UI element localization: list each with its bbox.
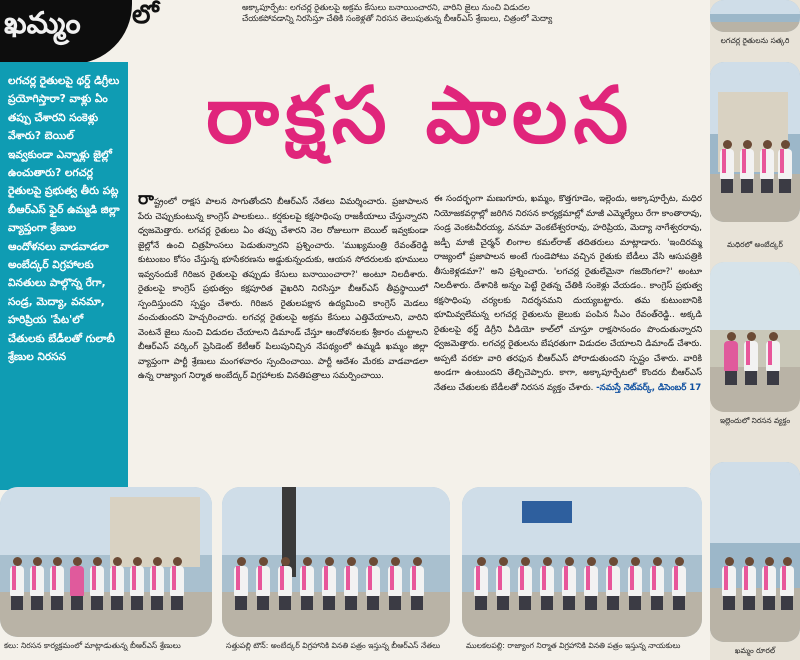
sidebar-text: లగచర్ల రైతులపై థర్డ్ డిగ్రీలు ప్రయోగిస్తారా? వాళ్లు ఏం తప్పు చేశారని సంకెళ్లు వేశారు? బెయిల్ ఇవ్వకుండా ఎన్నాళ్లు జైల్లో ఉంచుతారు? లగచర్ల రైతులపై ప్రభుత్వ తీరు పట్ల బీఆర్ఎస్ ఫైర్ ఉమ్మడి జిల్లా వ్యాప్తంగా శ్రేణుల ఆందోళనలు వాడవాడలా అంబేద్కర్ విగ్రహాలకు వినతులు పాల్గొన్న రేగా, సండ్ర, మెద్యా, వనమా, హరిప్రియ 'పేట'లో చేతులకు బేడీలతో గులాబీ శ్రేణుల నిరసన — [8, 75, 120, 364]
highlight-sidebar — [0, 62, 128, 490]
caption-right-1: లగచర్ల రైతులను సత్కరి — [720, 36, 790, 45]
headline-text: రాక్షస పాలన — [205, 70, 635, 161]
dateline: -నమస్తే నెట్‌వర్క్, డిసెంబర్ 17 — [596, 382, 702, 393]
caption-right-2: మధిరలో అంబేద్కర్ — [727, 240, 783, 249]
headline — [135, 60, 705, 190]
photo-right-3 — [710, 262, 800, 412]
photo-bottom-3 — [462, 487, 702, 637]
photo-right-2 — [710, 62, 800, 222]
section-banner-text: ఖమ్మం — [4, 6, 81, 41]
article-body-2: ఈ సందర్భంగా మణుగూరు, ఖమ్మం, కొత్తగూడెం, ఇల్లెందు, అక్కాపూర్పేట, మధిర నియోజకవర్గాల్లో జరిగిన నిరసన కార్యక్రమాల్లో మాజీ ఎమ్మెల్యేలు రేగా కాంతారావు, సండ్ర వెంకటవీరయ్య, వనమా వెంకటేశ్వరరావు, హరిప్రియ, మెద్యా నాగేశ్వరరావు, జడ్పీ మాజీ చైర్మన్ లింగాల కమల్‌రాజ్ తదితరులు మాట్లాడారు. 'ఇందిరమ్మ రాజ్యంలో ప్రజాపాలన అంటే గుండెపోటు వచ్చిన రైతుకు బేడీలు వేసి ఆసుపత్రికి తీసుకెళ్లడమా?' అని ప్రశ్నించారు. 'లగచర్ల రైతులేమైనా గజదొంగలా?' అంటూ నిలదీశారు. దేశానికి అన్నం పెట్టే రైతన్న చేతికి సంకెళ్లు వేయడం.. కాంగ్రెస్ ప్రభుత్వ కక్షసాధింపు చర్యలకు నిదర్శనమని దుయ్యబట్టారు. తమ కుటుంబానికి భూమివ్వలేమన్న లగచర్ల రైతులను జైలుకు పంపిన సీఎం రేవంత్‌రెడ్డి.. అక్కడి రైతులపై థర్డ్ డిగ్రీని వీడియో కాల్‌లో చూస్తూ రాక్షసానందం పొందుతున్నారని ధ్వజమెత్తారు. లగచర్ల రైతులను బేషరతుగా విడుదల చేయాలని డిమాండ్ చేశారు. అప్పటి వరకూ వారి తరఫున బీఆర్ఎస్ పోరాడుతుందని స్పష్టం చేశారు. వారికి అండగా ఉంటుందని తేల్చిచెప్పారు. కాగా, అక్కాపూర్పేటలో కొందరు బీఆర్ఎస్ నేతలు చేతులకు బేడీలతో నిరసన వ్యక్తం చేశారు. — [434, 194, 702, 393]
article-body-1: ష్ట్రంలో రాక్షస పాలన సాగుతోందని బీఆర్ఎస్ నేతలు విమర్శించారు. ప్రజాపాలన పేరు చెప్పుకుంటున్న కాంగ్రెస్ పాలకులు.. కర్షకులపై కక్షసాధింపు రాజకీయాలు చేస్తున్నారని ధ్వజమెత్తారు. లగచర్ల రైతులు ఏం తప్పు చేశారని నెల రోజులుగా బెయిల్ ఇవ్వకుండా జైల్లోనే ఉంచి చిత్రహింసలు పెడుతున్నారని ప్రశ్నించారు. 'ముఖ్యమంత్రి రేవంత్‌రెడ్డి కుటుంబం కోసం చేస్తున్న భూసేకరణను అడ్డుకున్నందుకు, ఆయన సోదరులకు భూములు ఇవ్వనందుకే గిరిజన రైతులపై తప్పుడు కేసులు బనాయించారా?' అంటూ నిలదీశారు. రైతులపై కాంగ్రెస్ ప్రభుత్వం కక్షపూరిత వైఖరిని నిరసిస్తూ బీఆర్ఎస్ తీవ్రస్థాయిలో స్పందిస్తుందని స్పష్టం చేశారు. గిరిజన రైతులపక్షాన ఉద్యమించి కాంగ్రెస్ మెడలు వంచుతుందని హెచ్చరించారు. లగచర్ల రైతులపై అక్రమ కేసులు ఎత్తివేయాలని, వారిని వెంటనే జైలు నుంచి విడుదల చేయాలని డిమాండ్ చేస్తూ ఆందోళనలకు శ్రీకారం చుట్టాలని బీఆర్ఎస్ వర్కింగ్ ప్రెసిడెంట్ కేటీఆర్ పిలుపునిచ్చిన నేపథ్యంలో ఉమ్మడి ఖమ్మం జిల్లా వ్యాప్తంగా పార్టీ శ్రేణులు మంగళవారం స్పందించాయి. పార్టీ ఆదేశం మేరకు వాడవాడలా ఉన్న రాజ్యాంగ నిర్మాత అంబేద్కర్ విగ్రహాలకు వినతిపత్రాలు సమర్పించాయి. — [138, 197, 428, 381]
caption-right-3: ఇల్లెందులో నిరసన వ్యక్తం — [719, 416, 791, 425]
top-photo-caption: అక్కాపూర్పేట: లగచర్ల రైతులపై అక్రమ కేసులు బనాయించారని, వారిని జైలు నుంచి విడుదల చేయకపోవడాన్ని నిరసిస్తూ చేతికి సంకెళ్లతో నిరసన తెలుపుతున్న బీఆర్ఎస్ శ్రేణులు, చిత్రంలో మెద్యా — [242, 2, 553, 23]
photo-right-4 — [710, 462, 800, 642]
section-banner — [0, 0, 132, 64]
photo-bottom-2 — [222, 487, 450, 637]
caption-bottom-2: సత్తుపల్లి టౌన్: అంబేద్కర్ విగ్రహానికి వినతి పత్రం ఇస్తున్న బీఆర్ఎస్ నేతలు — [226, 641, 441, 650]
photo-right-1 — [710, 0, 800, 32]
dropcap: రా — [138, 189, 154, 209]
article-column-2 — [434, 192, 702, 395]
section-banner-continuation: లో — [132, 0, 159, 30]
photo-bottom-1 — [0, 487, 212, 637]
caption-right-4: ఖమ్మం రూరల్ — [734, 646, 776, 655]
caption-bottom-3: ములకలపల్లి: రాజ్యాంగ నిర్మాత విగ్రహానికి వినతి పత్రం ఇస్తున్న నాయకులు — [466, 641, 681, 650]
article-column-1 — [138, 189, 428, 384]
caption-bottom-1: కలు: నిరసన కార్యక్రమంలో మాట్లాడుతున్న బీఆర్ఎస్ శ్రేణులు — [4, 641, 181, 650]
right-photo-column — [710, 0, 800, 660]
